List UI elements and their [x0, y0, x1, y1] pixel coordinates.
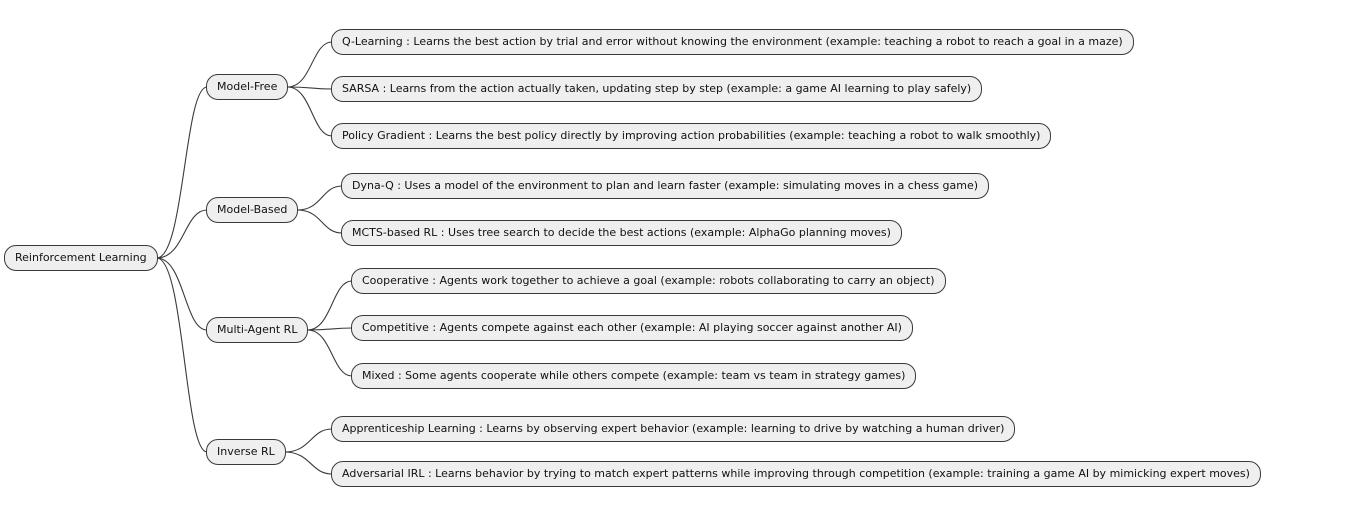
connector-line: [297, 186, 342, 210]
connector-line: [307, 328, 352, 330]
connector-line: [297, 210, 342, 233]
connector-line: [285, 429, 332, 452]
connector-line: [157, 258, 207, 452]
leaf-node-adversarial-irl: Adversarial IRL : Learns behavior by trying to match expert patterns while improving through competition (example: training a game AI by mimicking expert moves): [331, 461, 1261, 487]
leaf-node-cooperative: Cooperative : Agents work together to achieve a goal (example: robots collaborating to carry an object): [351, 268, 946, 294]
connector-line: [307, 330, 352, 376]
connector-line: [157, 258, 207, 330]
leaf-node-mixed: Mixed : Some agents cooperate while others compete (example: team vs team in strategy games): [351, 363, 916, 389]
leaf-node-apprenticeship-learning: Apprenticeship Learning : Learns by observing expert behavior (example: learning to drive by watching a human driver): [331, 416, 1015, 442]
branch-node-multi-agent-rl: Multi-Agent RL: [206, 317, 308, 343]
connector-line: [287, 87, 332, 136]
branch-node-model-free: Model-Free: [206, 74, 288, 100]
leaf-node-q-learning: Q-Learning : Learns the best action by trial and error without knowing the environment (example: teaching a robot to reach a goal in a maze): [331, 29, 1134, 55]
leaf-node-competitive: Competitive : Agents compete against each other (example: AI playing soccer against another AI): [351, 315, 913, 341]
connector-line: [287, 42, 332, 87]
branch-node-inverse-rl: Inverse RL: [206, 439, 286, 465]
root-node-reinforcement-learning: Reinforcement Learning: [4, 245, 158, 271]
leaf-node-mcts-based-rl: MCTS-based RL : Uses tree search to decide the best actions (example: AlphaGo planning moves): [341, 220, 902, 246]
connector-line: [287, 87, 332, 89]
leaf-node-sarsa: SARSA : Learns from the action actually taken, updating step by step (example: a game AI learning to play safely): [331, 76, 982, 102]
connector-line: [307, 281, 352, 330]
leaf-node-policy-gradient: Policy Gradient : Learns the best policy directly by improving action probabilities (example: teaching a robot to walk smoothly): [331, 123, 1051, 149]
connector-line: [157, 210, 207, 258]
branch-node-model-based: Model-Based: [206, 197, 298, 223]
connector-line: [157, 87, 207, 258]
leaf-node-dyna-q: Dyna-Q : Uses a model of the environment to plan and learn faster (example: simulating moves in a chess game): [341, 173, 989, 199]
connector-line: [285, 452, 332, 474]
